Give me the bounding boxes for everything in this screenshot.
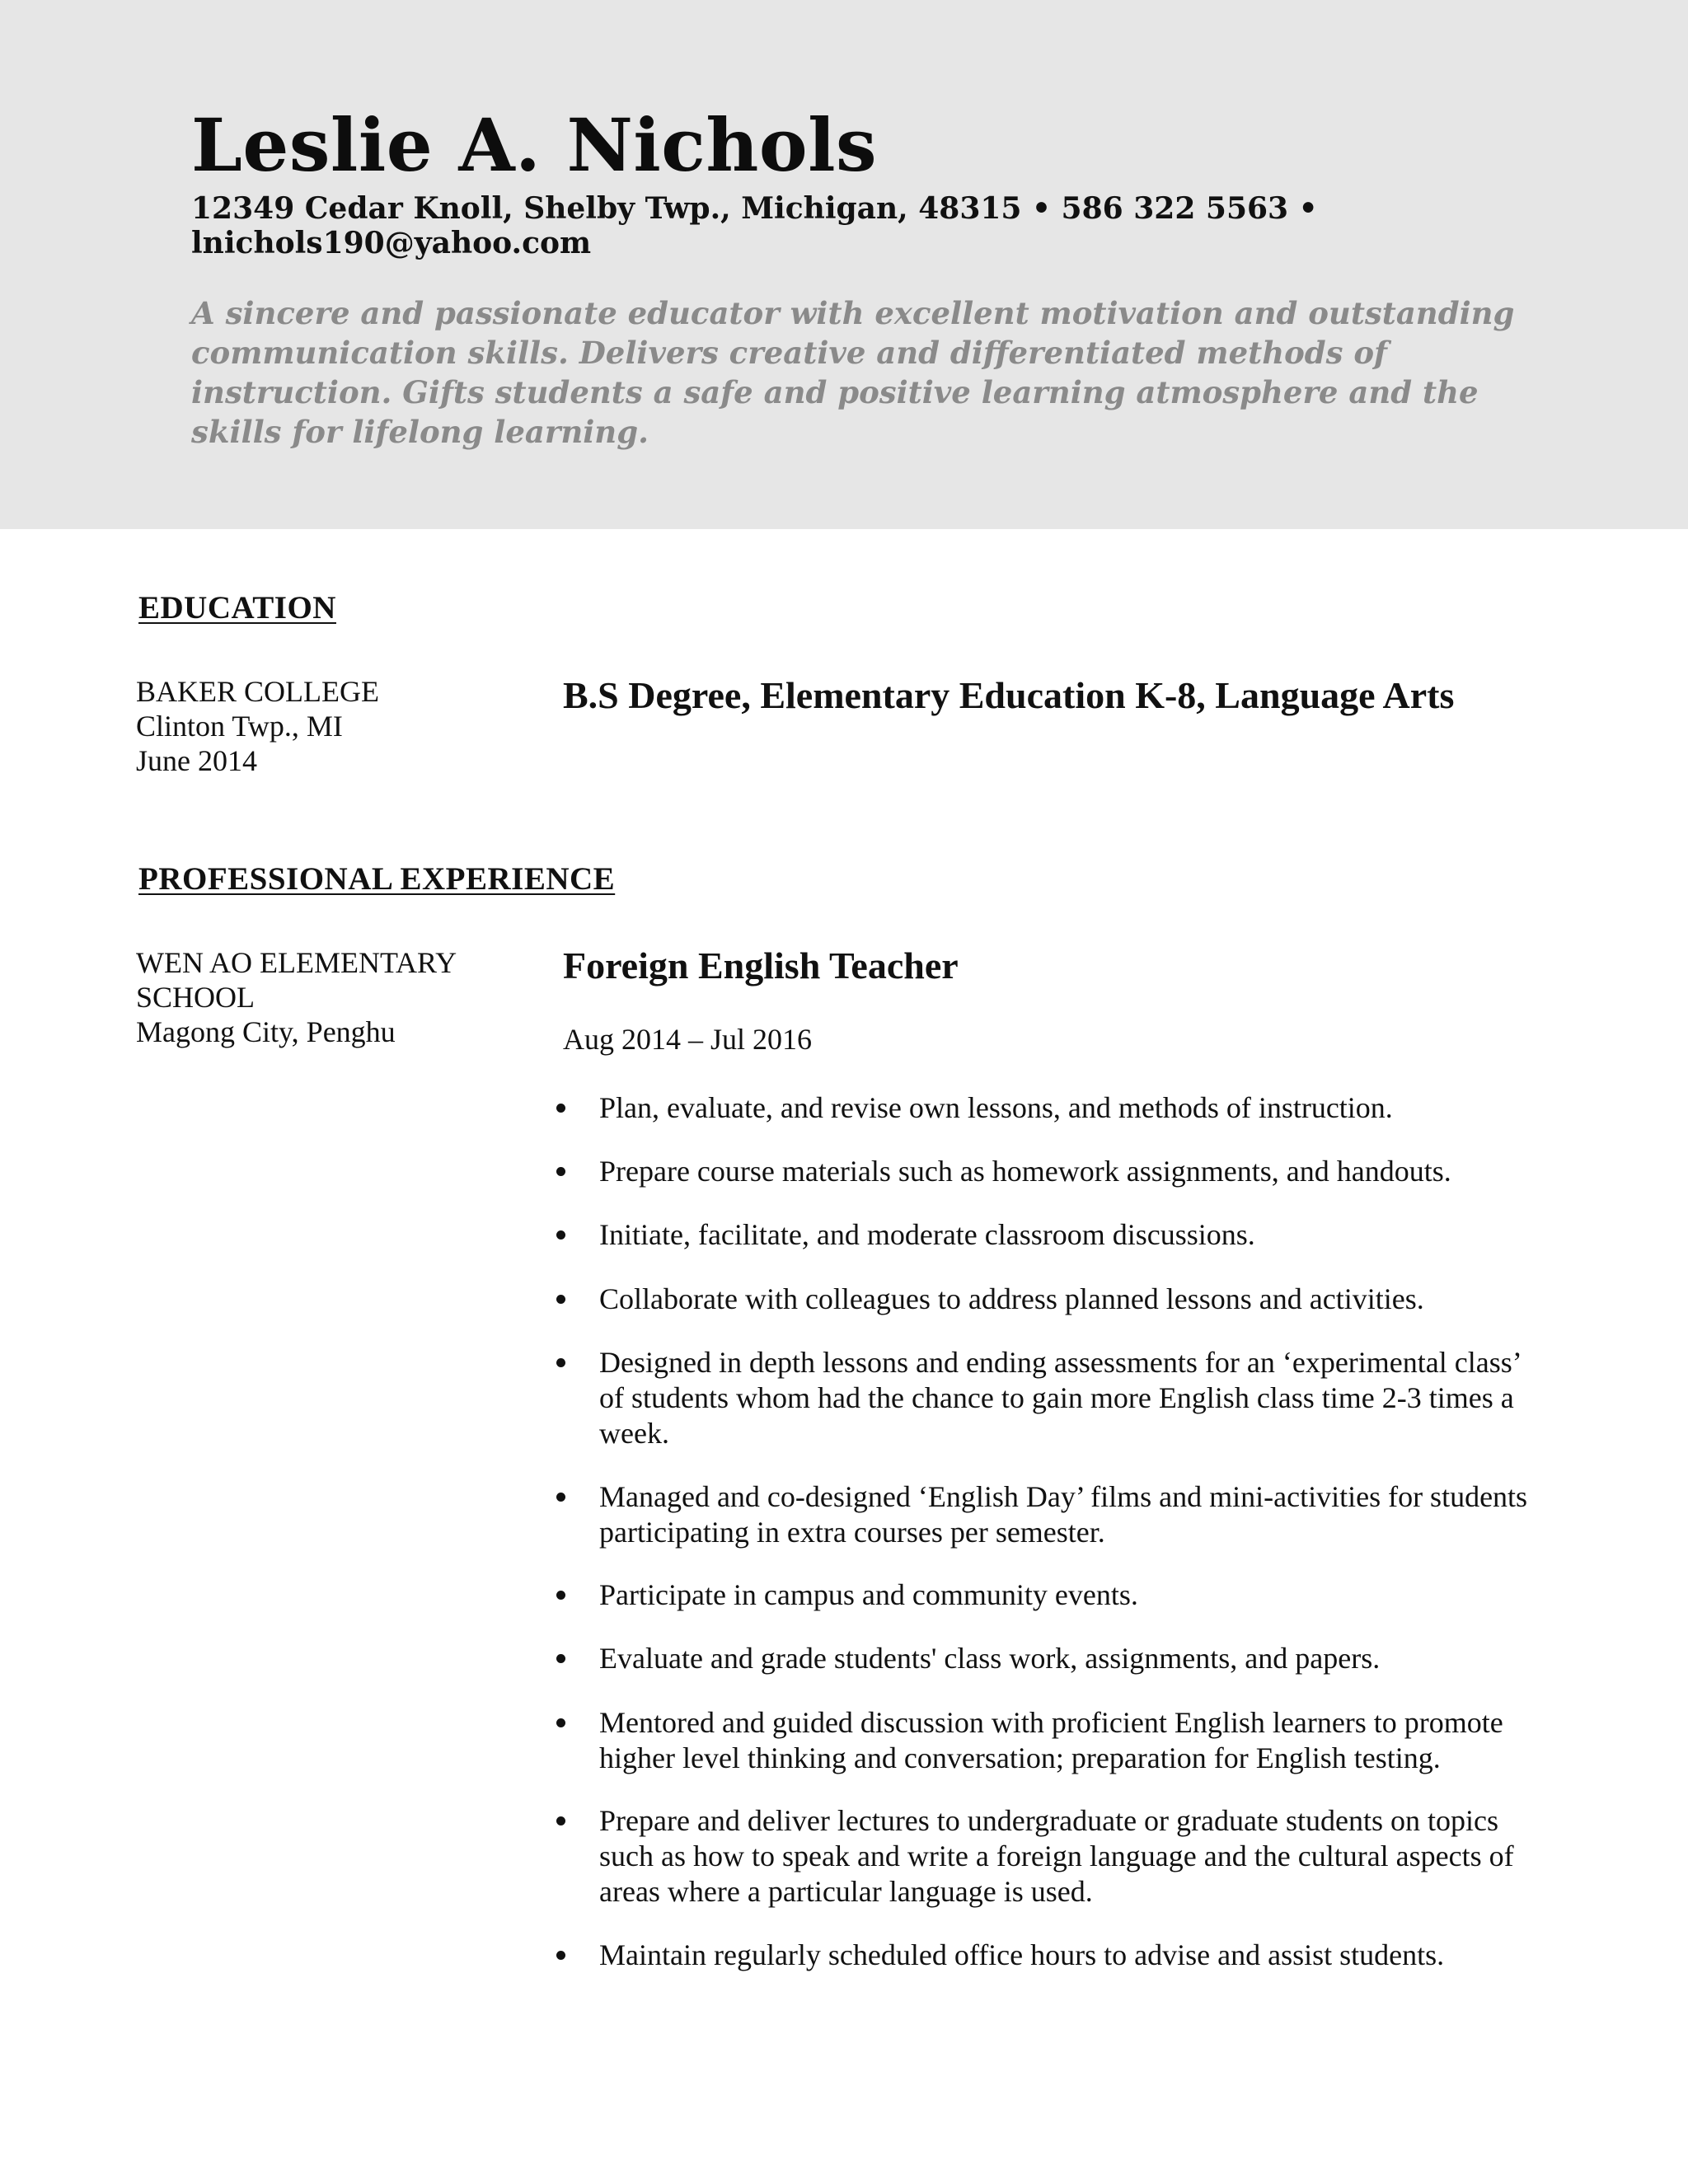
list-item [599,1705,1662,1776]
bullet-line: of students whom had the chance to gain more English class time 2-3 times a [599,1381,1514,1414]
list-item [599,1479,1662,1550]
contact-line: 12349 Cedar Knoll, Shelby Twp., Michigan, 48315 • 586 322 5563 • [191,191,1318,226]
experience-heading: PROFESSIONAL EXPERIENCE [138,861,616,897]
employment-dates: Aug 2014 – Jul 2016 [563,1023,813,1056]
list-item [599,1154,1662,1189]
summary-line: A sincere and passionate educator with excellent motivation and outstanding [191,295,1515,331]
bullet-line: Evaluate and grade students' class work, assignments, and papers. [599,1642,1381,1675]
bullet-icon [556,1951,565,1960]
job-title: Foreign English Teacher [563,944,959,987]
bullet-line: Participate in campus and community events. [599,1578,1138,1611]
bullet-line: Managed and co-designed ‘English Day’ films and mini-activities for students [599,1480,1528,1513]
employer-name: WEN AO ELEMENTARY [136,946,457,979]
summary-line: skills for lifelong learning. [191,414,649,450]
list-item [599,1345,1662,1451]
bullet-icon [556,1816,565,1825]
bullet-line: Initiate, facilitate, and moderate classroom discussions. [599,1218,1255,1251]
profile-summary [191,293,1576,452]
bullet-line: Designed in depth lessons and ending assessments for an ‘experimental class’ [599,1346,1522,1379]
bullet-icon [556,1493,565,1502]
header-banner [0,0,1688,529]
degree-title: B.S Degree, Elementary Education K-8, Language Arts [563,674,1455,716]
list-item [599,1090,1662,1126]
list-item [599,1577,1662,1613]
education-institution-block [136,674,515,778]
employer-block [136,945,515,1049]
bullet-icon [556,1718,565,1727]
bullet-icon [556,1591,565,1600]
bullet-line: Collaborate with colleagues to address planned lessons and activities. [599,1282,1424,1315]
bullet-line: week. [599,1417,669,1450]
list-item [599,1803,1662,1910]
bullet-icon [556,1230,565,1240]
bullet-icon [556,1167,565,1176]
bullet-icon [556,1358,565,1367]
summary-line: communication skills. Delivers creative and differentiated methods of [191,335,1387,371]
bullet-line: areas where a particular language is used. [599,1875,1093,1908]
bullet-line: higher level thinking and conversation; preparation for English testing. [599,1741,1441,1774]
graduation-date: June 2014 [136,744,257,777]
list-item [599,1282,1662,1317]
institution-location: Clinton Twp., MI [136,710,343,743]
bullet-line: Maintain regularly scheduled office hours to advise and assist students. [599,1938,1445,1971]
bullet-line: Mentored and guided discussion with proficient English learners to promote [599,1706,1503,1739]
education-heading: EDUCATION [138,590,336,626]
bullet-icon [556,1654,565,1663]
institution-name: BAKER COLLEGE [136,675,379,708]
bullet-line: Plan, evaluate, and revise own lessons, and methods of instruction. [599,1091,1393,1124]
candidate-name: Leslie A. Nichols [191,102,878,188]
list-item [599,1938,1662,1973]
bullet-icon [556,1104,565,1113]
summary-line: instruction. Gifts students a safe and positive learning atmosphere and the [191,374,1479,410]
bullet-icon [556,1295,565,1304]
bullet-line: participating in extra courses per semester. [599,1516,1105,1549]
list-item [599,1217,1662,1253]
bullet-line: such as how to speak and write a foreign language and the cultural aspects of [599,1840,1514,1872]
contact-info [191,191,1576,260]
employer-location: Magong City, Penghu [136,1015,396,1048]
bullet-line: Prepare course materials such as homework assignments, and handouts. [599,1155,1451,1188]
contact-email: lnichols190@yahoo.com [191,226,592,260]
list-item [599,1641,1662,1676]
bullet-line: Prepare and deliver lectures to undergraduate or graduate students on topics [599,1804,1498,1837]
employer-name-cont: SCHOOL [136,981,256,1014]
